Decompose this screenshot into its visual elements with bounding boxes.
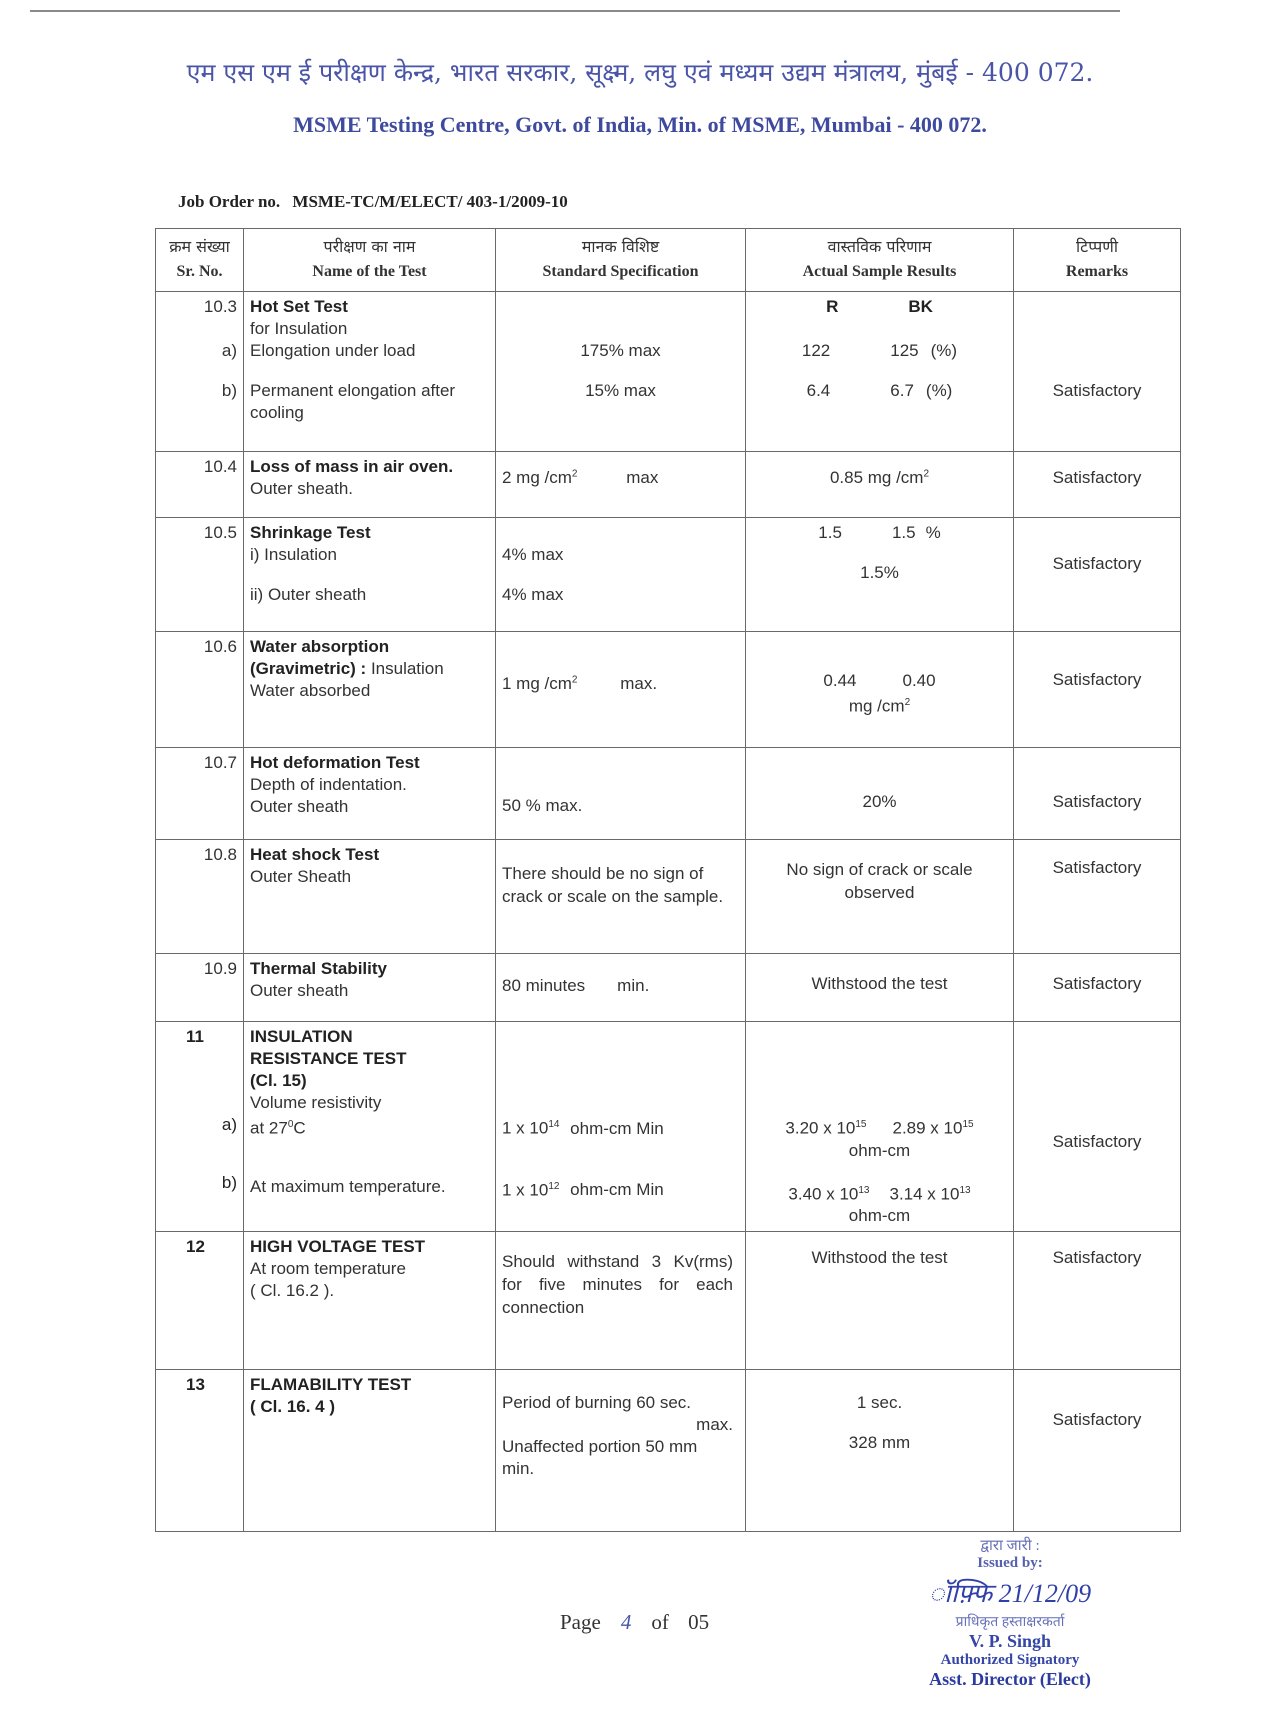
table-header-row [156,229,1181,292]
table-row: 10.9 Thermal Stability Outer sheath 80 minutes min. Withstood the test Satisfactory [156,954,1181,1022]
page-number: Page 4 of 05 [560,1610,710,1634]
signatory-name: V. P. Singh [968,1631,1052,1651]
table-row: 10.6 Water absorption (Gravimetric) : Insulation Water absorbed 1 mg $/cm^2$ max. 0.44 0.40 mg $/cm^2$ Satisfactory [156,632,1181,748]
remark: Satisfactory [1052,974,1142,993]
handwritten-signature: ॉफ़्फि 21/12/09 [928,1579,1092,1608]
issued-english: Issued by: [977,1555,1043,1571]
remark: Satisfactory [1052,554,1142,573]
table-row: 11 a) b) INSULATION RESISTANCE TEST (Cl. 15) Volume resistivity at $27^0C$ At maximum temperature. 1 x $10^{14}$ ohm-cm Min 1 x $10^{12}$ ohm-cm Min 3.20 x $10^{15}$ 2.89 x $10^{15}$ ohm-cm 3.40 x $10^{13}$ 3.14 x $10^{13}$ ohm-cm Satisfactory [156,1022,1181,1232]
header-sr: क्रम संख्या Sr. No. [156,229,244,292]
remark: Satisfactory [1052,858,1142,877]
page-total: 05 [688,1610,710,1634]
header-results: वास्तविक परिणाम Actual Sample Results [746,229,1014,292]
remark: Satisfactory [1052,1132,1142,1151]
page-current: 4 [620,1610,632,1634]
job-order [178,192,576,212]
table-row: 10.7 Hot deformation Test Depth of indentation. Outer sheath 50 % max. 20% Satisfactory [156,748,1181,840]
table-row: 12 HIGH VOLTAGE TEST At room temperature ( Cl. 16.2 ). Should withstand 3 Kv(rms) for five minutes for each connection Withstood the test Satisfactory [156,1232,1181,1370]
remark: Satisfactory [1052,1410,1142,1430]
table-row: 10.3 a) b) Hot Set Test for Insulation Elongation under load Permanent elongation after cooling 175% max 15% max R BK 122 125 (%) 6.4 6.7 (%) Satisfactory [156,292,1181,452]
signature-block [880,1535,1140,1690]
table-row: 10.4 Loss of mass in air oven. Outer sheath. 2 mg $/cm^2$ max 0.85 mg $/cm^2$ Satisfactory [156,452,1181,518]
top-rule [30,10,1120,12]
header-name: परीक्षण का नाम Name of the Test [244,229,496,292]
remark: Satisfactory [1052,381,1142,400]
authorized-hindi: प्राधिकृत हस्ताक्षरकर्ता [955,1615,1065,1630]
designation-stamp: Asst. Director (Elect) [929,1669,1091,1689]
header-spec: मानक विशिष्ट Standard Specification [496,229,746,292]
test-results-table [155,228,1181,1532]
remark: Satisfactory [1052,468,1142,487]
job-order-label: Job Order no. [178,192,281,211]
authorized-signatory: Authorized Signatory [940,1652,1080,1668]
job-order-value: MSME-TC/M/ELECT/ 403-1/2009-10 [292,192,568,211]
table-row: 13 FLAMABILITY TEST ( Cl. 16. 4 ) Period of burning 60 sec. max. Unaffected portion 50 mm min. 1 sec. 328 mm Satisfactory [156,1370,1181,1532]
remark: Satisfactory [1052,792,1142,811]
hindi-header: एम एस एम ई परीक्षण केन्द्र, भारत सरकार, सूक्ष्म, लघु एवं मध्यम उद्यम मंत्रालय, मुंबई - 400 072. [186,58,1094,87]
table-row: 10.5 Shrinkage Test i) Insulation ii) Outer sheath 4% max 4% max 1.5 1.5 % 1.5% Satisfactory [156,518,1181,632]
issued-hindi: द्वारा जारी : [980,1538,1040,1554]
remark: Satisfactory [1052,670,1142,689]
table-row: 10.8 Heat shock Test Outer Sheath There should be no sign of crack or scale on the sample. No sign of crack or scale observed Satisfactory [156,840,1181,954]
english-header: MSME Testing Centre, Govt. of India, Min. of MSME, Mumbai - 400 072. [293,112,987,137]
remark: Satisfactory [1052,1248,1142,1268]
header-remarks: टिप्पणी Remarks [1014,229,1181,292]
